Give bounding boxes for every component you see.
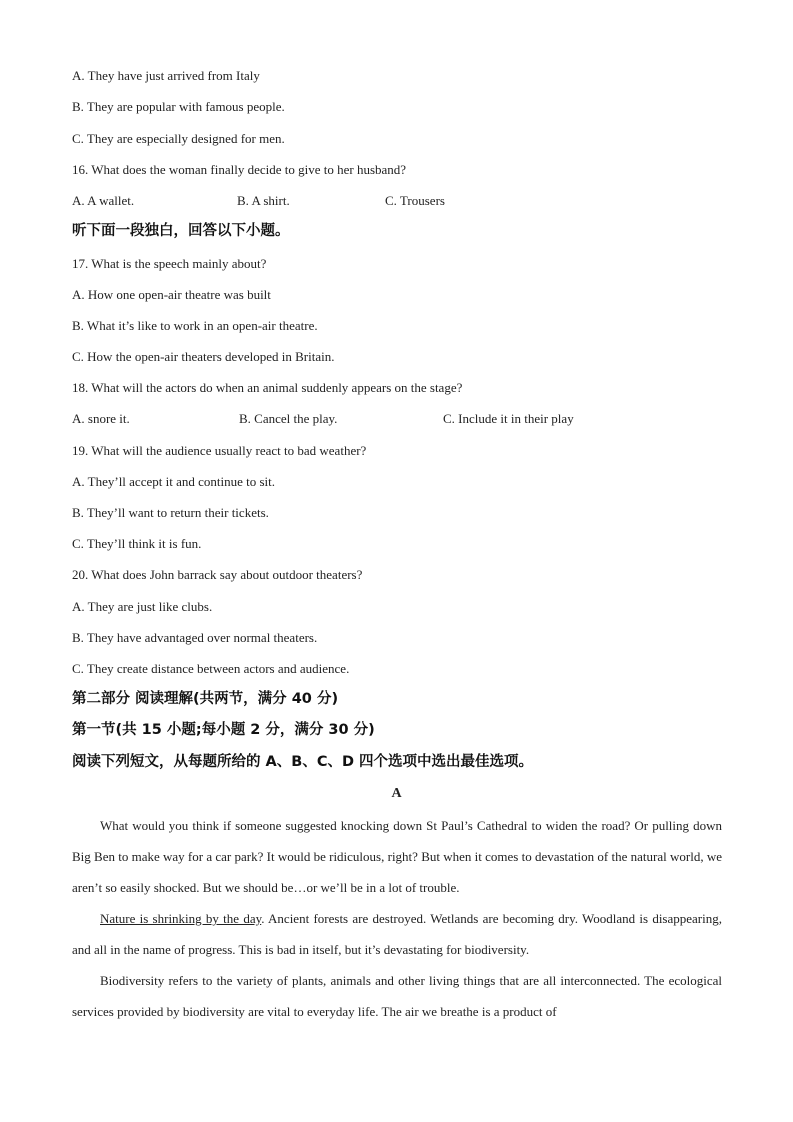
q19-question: 19. What will the audience usually react to bad weather? xyxy=(72,443,367,458)
q15-option-b: B. They are popular with famous people. xyxy=(72,99,285,114)
reading-section-title: 第一节(共 15 小题;每小题 2 分，满分 30 分) xyxy=(72,722,375,738)
q17-option-c: C. How the open-air theaters developed in Britain. xyxy=(72,349,335,364)
paragraph-2-text: . Ancient forests are destroyed. Wetlands are becoming dry. Woodland is disappearing, and all in the name of progress. This is bad in itself, but it’s devastating for biodiversity. xyxy=(72,911,722,957)
passage-body xyxy=(72,810,722,1027)
q17-option-b: B. What it’s like to work in an open-air theatre. xyxy=(72,318,318,333)
q15-option-c: C. They are especially designed for men. xyxy=(72,131,285,146)
q16-option-a: A. A wallet. xyxy=(72,193,135,208)
q19-option-a: A. They’ll accept it and continue to sit. xyxy=(72,474,276,489)
q17-option-a: A. How one open-air theatre was built xyxy=(72,287,271,302)
passage-paragraph-1: What would you think if someone suggested knocking down St Paul’s Cathedral to widen the road? Or pulling down Big Ben to make way for a car park? It would be ridiculous, right? But when it comes to devastation of the natural world, we aren’t so easily shocked. But we should be…or we’ll be in a lot of trouble. xyxy=(72,818,722,895)
reading-instruction: 阅读下列短文，从每题所给的 A、B、C、D 四个选项中选出最佳选项。 xyxy=(72,754,534,770)
monologue-instruction: 听下面一段独白，回答以下小题。 xyxy=(72,223,290,239)
q18-option-c: C. Include it in their play xyxy=(443,411,574,426)
q16-question: 16. What does the woman finally decide to give to her husband? xyxy=(72,162,407,177)
q20-option-b: B. They have advantaged over normal theaters. xyxy=(72,630,318,645)
q18-question: 18. What will the actors do when an animal suddenly appears on the stage? xyxy=(72,380,463,395)
q18-option-a: A. snore it. xyxy=(72,411,130,426)
q17-question: 17. What is the speech mainly about? xyxy=(72,256,267,271)
q19-option-c: C. They’ll think it is fun. xyxy=(72,536,202,551)
q16-option-c: C. Trousers xyxy=(385,193,445,208)
q19-option-b: B. They’ll want to return their tickets. xyxy=(72,505,269,520)
q20-question: 20. What does John barrack say about outdoor theaters? xyxy=(72,567,363,582)
q15-option-a: A. They have just arrived from Italy xyxy=(72,68,260,83)
passage-label: A xyxy=(391,786,402,801)
q20-option-a: A. They are just like clubs. xyxy=(72,599,213,614)
q20-option-c: C. They create distance between actors and audience. xyxy=(72,661,350,676)
underlined-phrase: Nature is shrinking by the day xyxy=(100,911,262,926)
passage-paragraph-2 xyxy=(72,903,722,965)
q18-option-b: B. Cancel the play. xyxy=(239,411,338,426)
reading-part-title: 第二部分 阅读理解(共两节，满分 40 分) xyxy=(72,691,339,707)
q16-option-b: B. A shirt. xyxy=(237,193,290,208)
passage-paragraph-3: Biodiversity refers to the variety of plants, animals and other living things that are all interconnected. The ecological services provided by biodiversity are vital to everyday life. The air we breathe is a product of xyxy=(72,973,722,1019)
